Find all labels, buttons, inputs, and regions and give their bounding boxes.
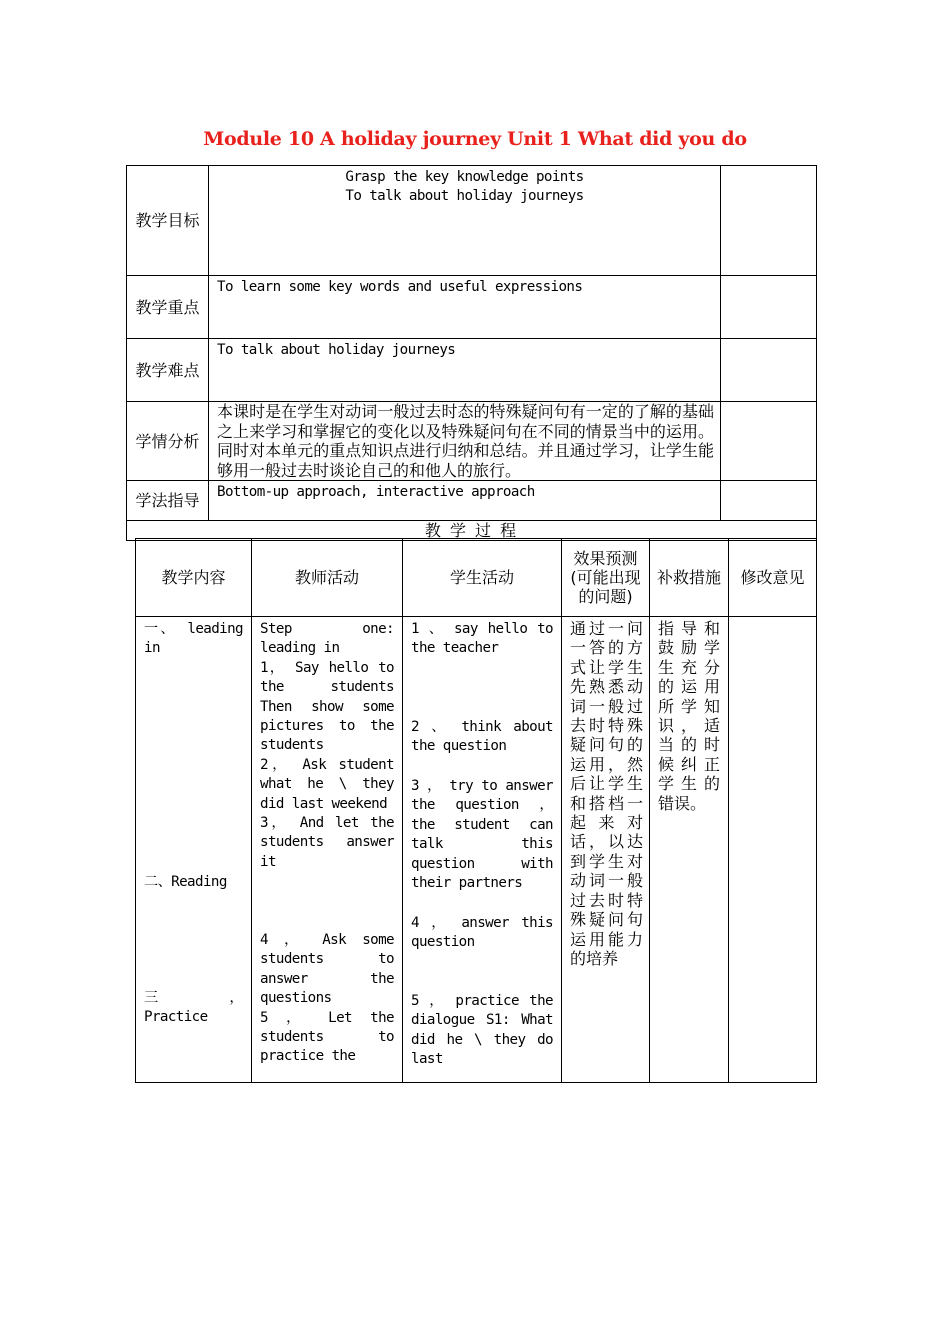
objective-line: To talk about holiday journeys: [345, 188, 584, 205]
effect-cell: 通过一问一答的方式让学生先熟悉动词一般过去时特殊疑问句的运用，然后让学生和搭档一起来对话，以达到学生对动词一般过去时特殊疑问句运用能力的培养: [562, 617, 650, 1083]
info-table: [126, 165, 817, 541]
section-practice: 三 ， Practice: [144, 990, 243, 1026]
teacher-step: 3， And let the students answer it: [260, 815, 394, 870]
teacher-step: Step one: leading in: [260, 621, 394, 657]
section-leading-in: 一、 leading in: [144, 621, 243, 657]
row-label: 教学重点: [127, 276, 209, 339]
objectives-cell: [209, 166, 721, 276]
content-cell: [136, 617, 252, 1083]
column-header: 修改意见: [729, 539, 817, 617]
objective-line: Grasp the key knowledge points: [345, 169, 584, 185]
revise-cell: [729, 617, 817, 1083]
info-row-key-points: [127, 276, 817, 339]
page-title: Module 10 A holiday journey Unit 1 What did you do: [203, 128, 747, 150]
column-header: 效果预测(可能出现的问题): [562, 539, 650, 617]
row-label: 学情分析: [127, 402, 209, 481]
process-table: [135, 538, 817, 1083]
notes-cell: [721, 481, 817, 521]
teacher-step: 1， Say hello to the students Then show some pictures to the students: [260, 659, 394, 754]
notes-cell: [721, 339, 817, 402]
process-body-row: [136, 617, 817, 1083]
teacher-step: 5 ， Let the students to practice the: [260, 1009, 394, 1065]
teacher-cell: [252, 617, 403, 1083]
info-row-method: [127, 481, 817, 521]
process-header-row: [136, 539, 817, 617]
column-header: 补救措施: [650, 539, 729, 617]
notes-cell: [721, 402, 817, 481]
student-step: 5 ， practice the dialogue S1: What did he \ they do last: [411, 993, 553, 1068]
teacher-step: 4 ， Ask some students to answer the questions: [260, 932, 394, 1007]
remedy-cell: 指导和鼓励学生充分的运用所学知识，适当的时候纠正学生的错误。: [650, 617, 729, 1083]
teacher-step: 2， Ask student what he \ they did last weekend: [260, 756, 394, 812]
column-header: 教学内容: [136, 539, 252, 617]
process-heading: 教 学 过 程: [127, 521, 817, 541]
info-row-difficulties: [127, 339, 817, 402]
student-step: 3 ， try to answer the question ， the student can talk this question with their partners: [411, 778, 553, 892]
notes-cell: [721, 276, 817, 339]
info-row-objectives: [127, 166, 817, 276]
student-cell: [403, 617, 562, 1083]
key-points-cell: To learn some key words and useful expressions: [209, 276, 721, 339]
method-cell: Bottom-up approach, interactive approach: [209, 481, 721, 521]
row-label: 教学目标: [127, 166, 209, 276]
column-header: 教师活动: [252, 539, 403, 617]
student-step: 1 、 say hello to the teacher: [411, 621, 553, 657]
row-label: 学法指导: [127, 481, 209, 521]
info-row-analysis: [127, 402, 817, 481]
student-step: 2 、 think about the question: [411, 719, 553, 755]
section-reading: 二、Reading: [144, 874, 227, 890]
column-header: 学生活动: [403, 539, 562, 617]
difficulties-cell: To talk about holiday journeys: [209, 339, 721, 402]
student-step: 4 ， answer this question: [411, 915, 553, 951]
notes-cell: [721, 166, 817, 276]
analysis-cell: 本课时是在学生对动词一般过去时态的特殊疑问句有一定的了解的基础之上来学习和掌握它的变化以及特殊疑问句在不同的情景当中的运用。同时对本单元的重点知识点进行归纳和总结。并且通过学习，让学生能够用一般过去时谈论自己的和他人的旅行。: [209, 402, 721, 481]
row-label: 教学难点: [127, 339, 209, 402]
